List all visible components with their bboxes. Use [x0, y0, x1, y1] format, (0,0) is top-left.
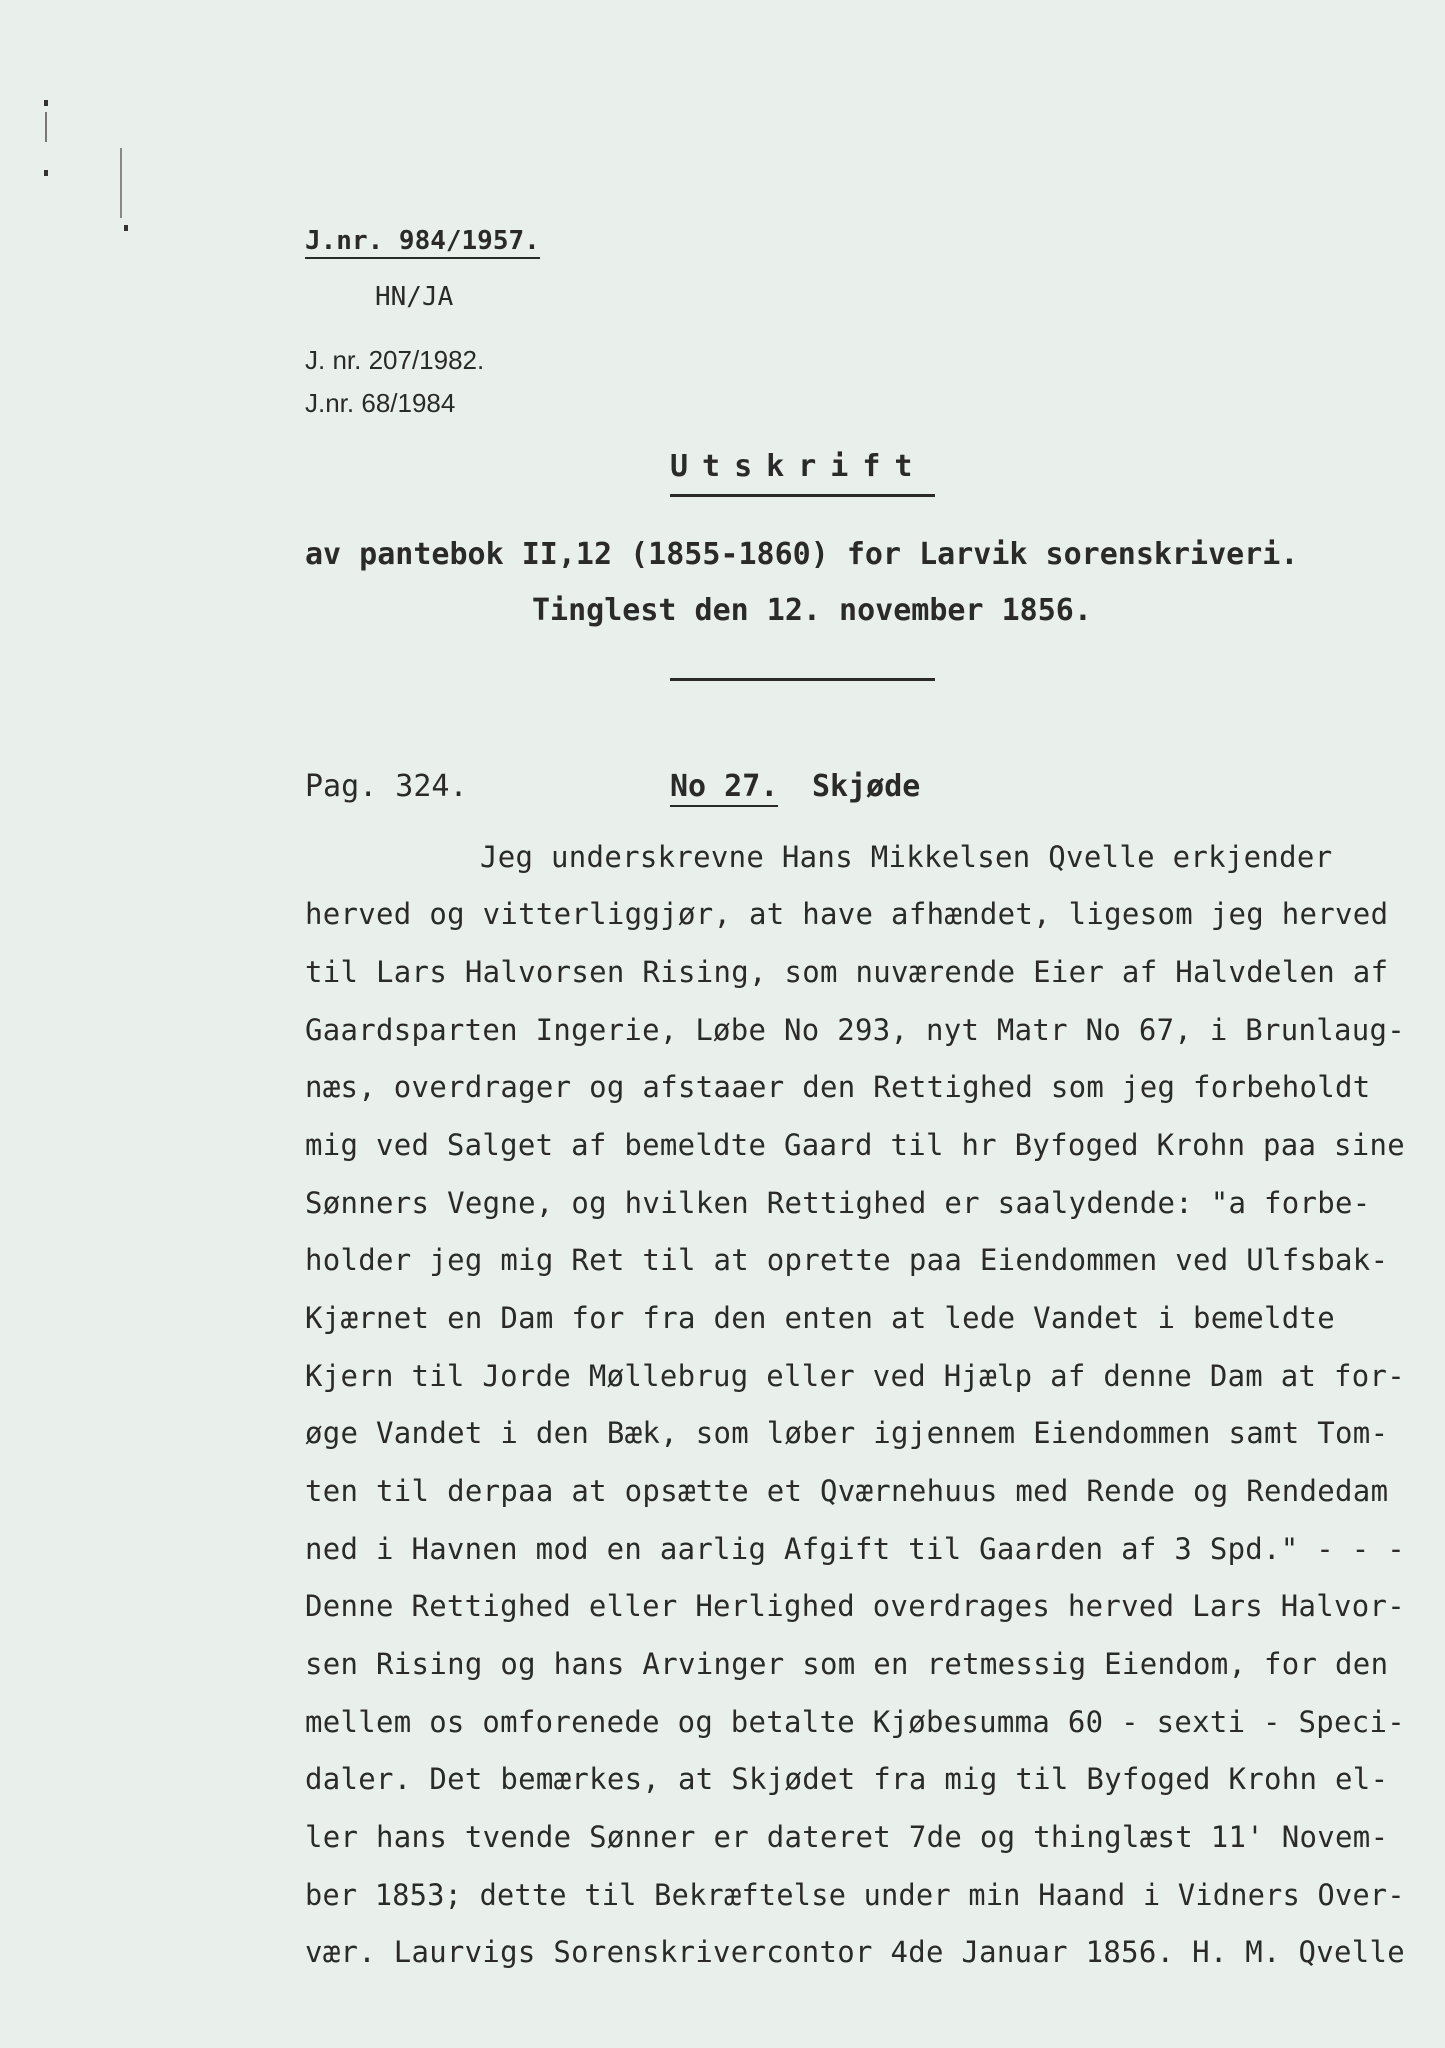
page-reference: Pag. 324.: [305, 769, 468, 804]
body-line: daler. Det bemærkes, at Skjødet fra mig til Byfoged Krohn el-: [305, 1762, 1389, 1796]
entry-type: Skjøde: [812, 769, 921, 804]
margin-mark: [124, 225, 128, 231]
body-line: ber 1853; dette til Bekræftelse under min Haand i Vidners Over-: [305, 1878, 1405, 1912]
margin-mark: [45, 112, 47, 142]
body-line: næs, overdrager og afstaaer den Rettighed som jeg forbeholdt: [305, 1070, 1371, 1104]
body-line: Kjærnet en Dam for fra den enten at lede Vandet i bemeldte: [305, 1301, 1336, 1335]
body-line: sen Rising og hans Arvinger som en retmessig Eiendom, for den: [305, 1647, 1389, 1681]
body-line: ler hans tvende Sønner er dateret 7de og thinglæst 11' Novem-: [305, 1820, 1389, 1854]
body-line: vær. Laurvigs Sorenskrivercontor 4de Januar 1856. H. M. Qvelle: [305, 1935, 1405, 1969]
body-line: Kjern til Jorde Møllebrug eller ved Hjælp af denne Dam at for-: [305, 1359, 1405, 1393]
body-line: Jeg underskrevne Hans Mikkelsen Qvelle erkjender: [480, 840, 1333, 874]
section-divider: [670, 678, 935, 681]
body-line: til Lars Halvorsen Rising, som nuværende Eier af Halvdelen af: [305, 955, 1389, 989]
entry-number: No 27.: [670, 772, 778, 807]
margin-mark: [120, 148, 122, 218]
body-line: Denne Rettighed eller Herlighed overdrages herved Lars Halvor-: [305, 1589, 1405, 1623]
body-line: herved og vitterliggjør, at have afhændet, ligesom jeg herved: [305, 897, 1389, 931]
journal-number-1957: J.nr. 984/1957.: [305, 228, 540, 259]
title-underline: [670, 494, 935, 497]
body-line: Gaardsparten Ingerie, Løbe No 293, nyt Matr No 67, i Brunlaug-: [305, 1013, 1405, 1047]
body-line: Sønners Vegne, og hvilken Rettighed er saalydende: "a forbe-: [305, 1186, 1371, 1220]
journal-number-1984: J.nr. 68/1984: [305, 388, 456, 418]
journal-number-1982: J. nr. 207/1982.: [305, 345, 485, 375]
body-line: mig ved Salget af bemeldte Gaard til hr Byfoged Krohn paa sine: [305, 1128, 1405, 1162]
body-line: ned i Havnen mod en aarlig Afgift til Gaarden af 3 Spd." - - -: [305, 1532, 1405, 1566]
body-line: ten til derpaa at opsætte et Qværnehuus med Rende og Rendedam: [305, 1474, 1389, 1508]
document-title: Utskrift: [670, 449, 927, 484]
margin-mark: [44, 100, 48, 106]
initials: HN/JA: [375, 282, 454, 312]
body-line: holder jeg mig Ret til at oprette paa Eiendommen ved Ulfsbak-: [305, 1243, 1389, 1277]
margin-mark: [44, 170, 48, 176]
body-line: øge Vandet i den Bæk, som løber igjennem Eiendommen samt Tom-: [305, 1416, 1389, 1450]
body-line: mellem os omforenede og betalte Kjøbesumma 60 - sexti - Speci-: [305, 1705, 1405, 1739]
registration-date: Tinglest den 12. november 1856.: [532, 593, 1092, 628]
document-subtitle: av pantebok II,12 (1855-1860) for Larvik sorenskriveri.: [305, 537, 1299, 572]
